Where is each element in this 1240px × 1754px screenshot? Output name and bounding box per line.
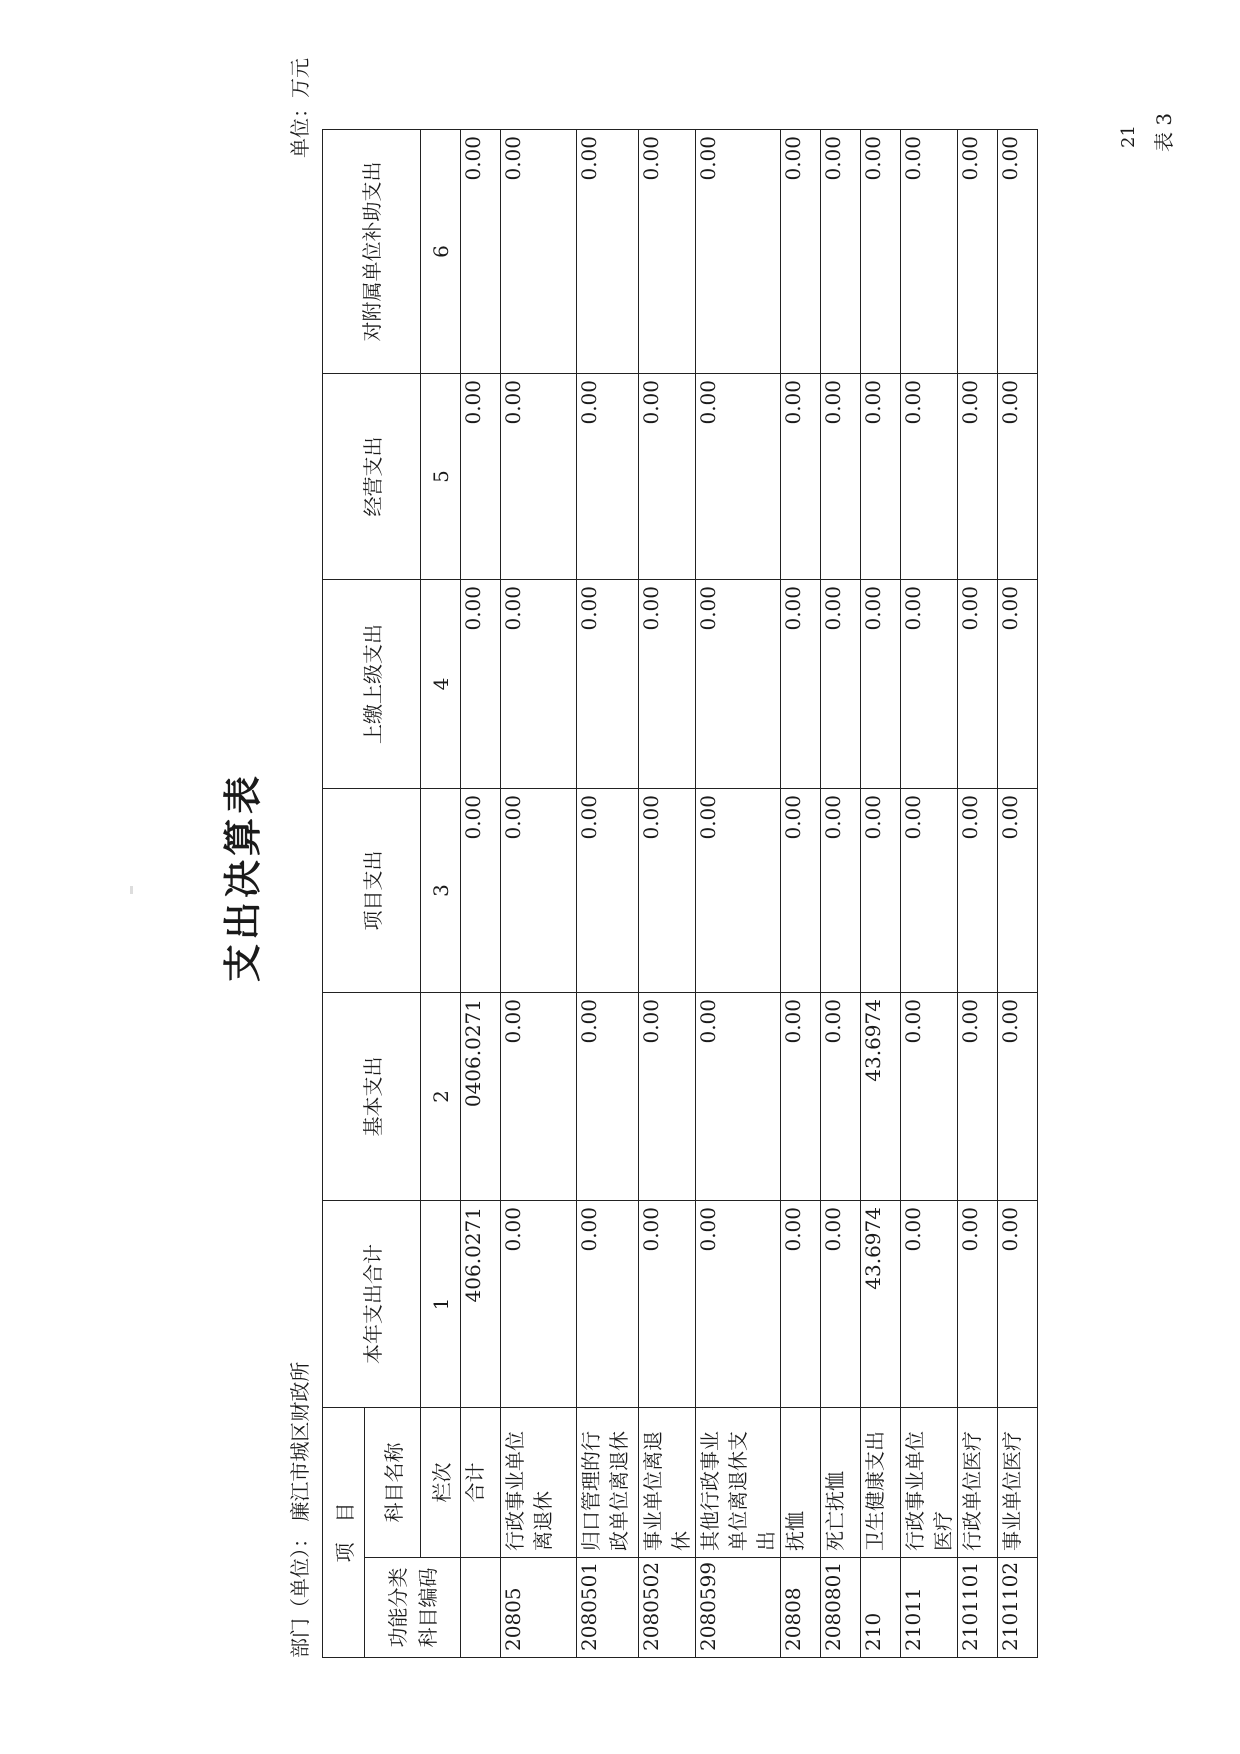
value-cell-col-4: 0.00 [901, 580, 958, 789]
col-header-3: 项目支出 [323, 789, 421, 993]
value-cell-col-3: 0.00 [639, 789, 696, 993]
subject-name: 行政单位医疗 [958, 1408, 998, 1558]
value-cell-col-2: 0.00 [639, 993, 696, 1201]
subject-name: 事业单位医疗 [998, 1408, 1038, 1558]
document-title: 支出决算表 [220, 772, 265, 983]
value-cell-col-5: 0.00 [861, 374, 901, 580]
value-cell-col-6: 0.00 [461, 130, 501, 374]
value-cell-col-4: 0.00 [501, 580, 577, 789]
value-cell-col-4: 0.00 [821, 580, 861, 789]
col-index-3: 3 [421, 789, 461, 993]
col-index-2: 2 [421, 993, 461, 1201]
value-cell-col-5: 0.00 [461, 374, 501, 580]
subject-name: 卫生健康支出 [861, 1408, 901, 1558]
department-label: 部门（单位）： [288, 1528, 312, 1658]
value-cell-col-4: 0.00 [861, 580, 901, 789]
value-cell-col-2: 0.00 [577, 993, 639, 1201]
table-body [461, 130, 1038, 1658]
expenditure-table [322, 129, 1038, 1658]
row-index-label: 栏次 [421, 1408, 461, 1558]
department-line [284, 1362, 313, 1658]
value-cell-col-5: 0.00 [781, 374, 821, 580]
value-cell-col-1: 43.6974 [861, 1201, 901, 1408]
col-header-1: 本年支出合计 [323, 1201, 421, 1408]
subject-code [461, 1558, 501, 1658]
col-index-6: 6 [421, 130, 461, 374]
value-cell-col-2: 0406.0271 [461, 993, 501, 1201]
value-cell-col-1: 0.00 [577, 1201, 639, 1408]
subject-name: 合计 [461, 1408, 501, 1558]
subject-name: 行政事业单位离退休 [501, 1408, 577, 1558]
value-cell-col-1: 0.00 [901, 1201, 958, 1408]
subject-code: 2101101 [958, 1558, 998, 1658]
value-cell-col-5: 0.00 [577, 374, 639, 580]
table-number: 表 3 [1152, 112, 1176, 152]
table-row [998, 130, 1038, 1658]
item-group-header: 项 目 [323, 1408, 365, 1658]
col-header-2: 基本支出 [323, 993, 421, 1201]
value-cell-col-6: 0.00 [696, 130, 781, 374]
value-cell-col-1: 0.00 [781, 1201, 821, 1408]
value-cell-col-2: 43.6974 [861, 993, 901, 1201]
value-cell-col-5: 0.00 [639, 374, 696, 580]
value-cell-col-3: 0.00 [501, 789, 577, 993]
col-header-5: 经营支出 [323, 374, 421, 580]
value-cell-col-5: 0.00 [696, 374, 781, 580]
subject-code: 21011 [901, 1558, 958, 1658]
value-cell-col-2: 0.00 [781, 993, 821, 1201]
header-index-row [421, 130, 461, 1658]
value-cell-col-6: 0.00 [639, 130, 696, 374]
value-cell-col-6: 0.00 [998, 130, 1038, 374]
value-cell-col-2: 0.00 [821, 993, 861, 1201]
value-cell-col-1: 0.00 [958, 1201, 998, 1408]
col-header-4: 上缴上级支出 [323, 580, 421, 789]
table-row [781, 130, 821, 1658]
value-cell-col-1: 0.00 [998, 1201, 1038, 1408]
value-cell-col-4: 0.00 [577, 580, 639, 789]
value-cell-col-5: 0.00 [501, 374, 577, 580]
table-row [821, 130, 861, 1658]
value-cell-col-4: 0.00 [639, 580, 696, 789]
value-cell-col-4: 0.00 [958, 580, 998, 789]
value-cell-col-6: 0.00 [821, 130, 861, 374]
subject-code: 210 [861, 1558, 901, 1658]
value-cell-col-3: 0.00 [781, 789, 821, 993]
value-cell-col-6: 0.00 [781, 130, 821, 374]
value-cell-col-3: 0.00 [461, 789, 501, 993]
subject-name: 事业单位离退休 [639, 1408, 696, 1558]
subject-name: 其他行政事业单位离退休支出 [696, 1408, 781, 1558]
subject-code: 20805 [501, 1558, 577, 1658]
subject-code: 2080502 [639, 1558, 696, 1658]
value-cell-col-1: 0.00 [501, 1201, 577, 1408]
subject-code: 2080501 [577, 1558, 639, 1658]
value-cell-col-3: 0.00 [696, 789, 781, 993]
col-index-1: 1 [421, 1201, 461, 1408]
col-index-4: 4 [421, 580, 461, 789]
value-cell-col-5: 0.00 [958, 374, 998, 580]
value-cell-col-3: 0.00 [958, 789, 998, 993]
table-row [501, 130, 577, 1658]
code-col-header: 功能分类科目编码 [365, 1558, 461, 1658]
value-cell-col-4: 0.00 [696, 580, 781, 789]
subject-code: 2080801 [821, 1558, 861, 1658]
value-cell-col-6: 0.00 [901, 130, 958, 374]
value-cell-col-2: 0.00 [501, 993, 577, 1201]
value-cell-col-1: 0.00 [639, 1201, 696, 1408]
subject-code: 20808 [781, 1558, 821, 1658]
total-row [461, 130, 501, 1658]
value-cell-col-6: 0.00 [577, 130, 639, 374]
value-cell-col-1: 0.00 [821, 1201, 861, 1408]
value-cell-col-3: 0.00 [861, 789, 901, 993]
subject-name: 归口管理的行政单位离退休 [577, 1408, 639, 1558]
table-row [861, 130, 901, 1658]
table-row [958, 130, 998, 1658]
value-cell-col-6: 0.00 [861, 130, 901, 374]
subject-name: 行政事业单位医疗 [901, 1408, 958, 1558]
table-row [901, 130, 958, 1658]
name-col-header: 科目名称 [365, 1408, 421, 1558]
subject-name: 抚恤 [781, 1408, 821, 1558]
col-index-5: 5 [421, 374, 461, 580]
value-cell-col-6: 0.00 [958, 130, 998, 374]
value-cell-col-5: 0.00 [998, 374, 1038, 580]
value-cell-col-2: 0.00 [998, 993, 1038, 1201]
value-cell-col-4: 0.00 [781, 580, 821, 789]
value-cell-col-1: 0.00 [696, 1201, 781, 1408]
value-cell-col-3: 0.00 [901, 789, 958, 993]
scan-speck [130, 886, 133, 894]
subject-name: 死亡抚恤 [821, 1408, 861, 1558]
value-cell-col-5: 0.00 [901, 374, 958, 580]
value-cell-col-3: 0.00 [998, 789, 1038, 993]
value-cell-col-4: 0.00 [461, 580, 501, 789]
department-name: 廉江市城区财政所 [288, 1361, 312, 1522]
value-cell-col-1: 406.0271 [461, 1201, 501, 1408]
unit-label: 单位：万元 [288, 58, 312, 158]
value-cell-col-3: 0.00 [821, 789, 861, 993]
table-row [577, 130, 639, 1658]
table-row [639, 130, 696, 1658]
page-number: 21 [1118, 125, 1139, 148]
value-cell-col-4: 0.00 [998, 580, 1038, 789]
table-row [696, 130, 781, 1658]
subject-code: 2080599 [696, 1558, 781, 1658]
subject-code: 2101102 [998, 1558, 1038, 1658]
value-cell-col-5: 0.00 [821, 374, 861, 580]
value-cell-col-2: 0.00 [901, 993, 958, 1201]
value-cell-col-2: 0.00 [696, 993, 781, 1201]
value-cell-col-3: 0.00 [577, 789, 639, 993]
col-header-6: 对附属单位补助支出 [323, 130, 421, 374]
header-row-1 [323, 130, 365, 1658]
value-cell-col-2: 0.00 [958, 993, 998, 1201]
value-cell-col-6: 0.00 [501, 130, 577, 374]
